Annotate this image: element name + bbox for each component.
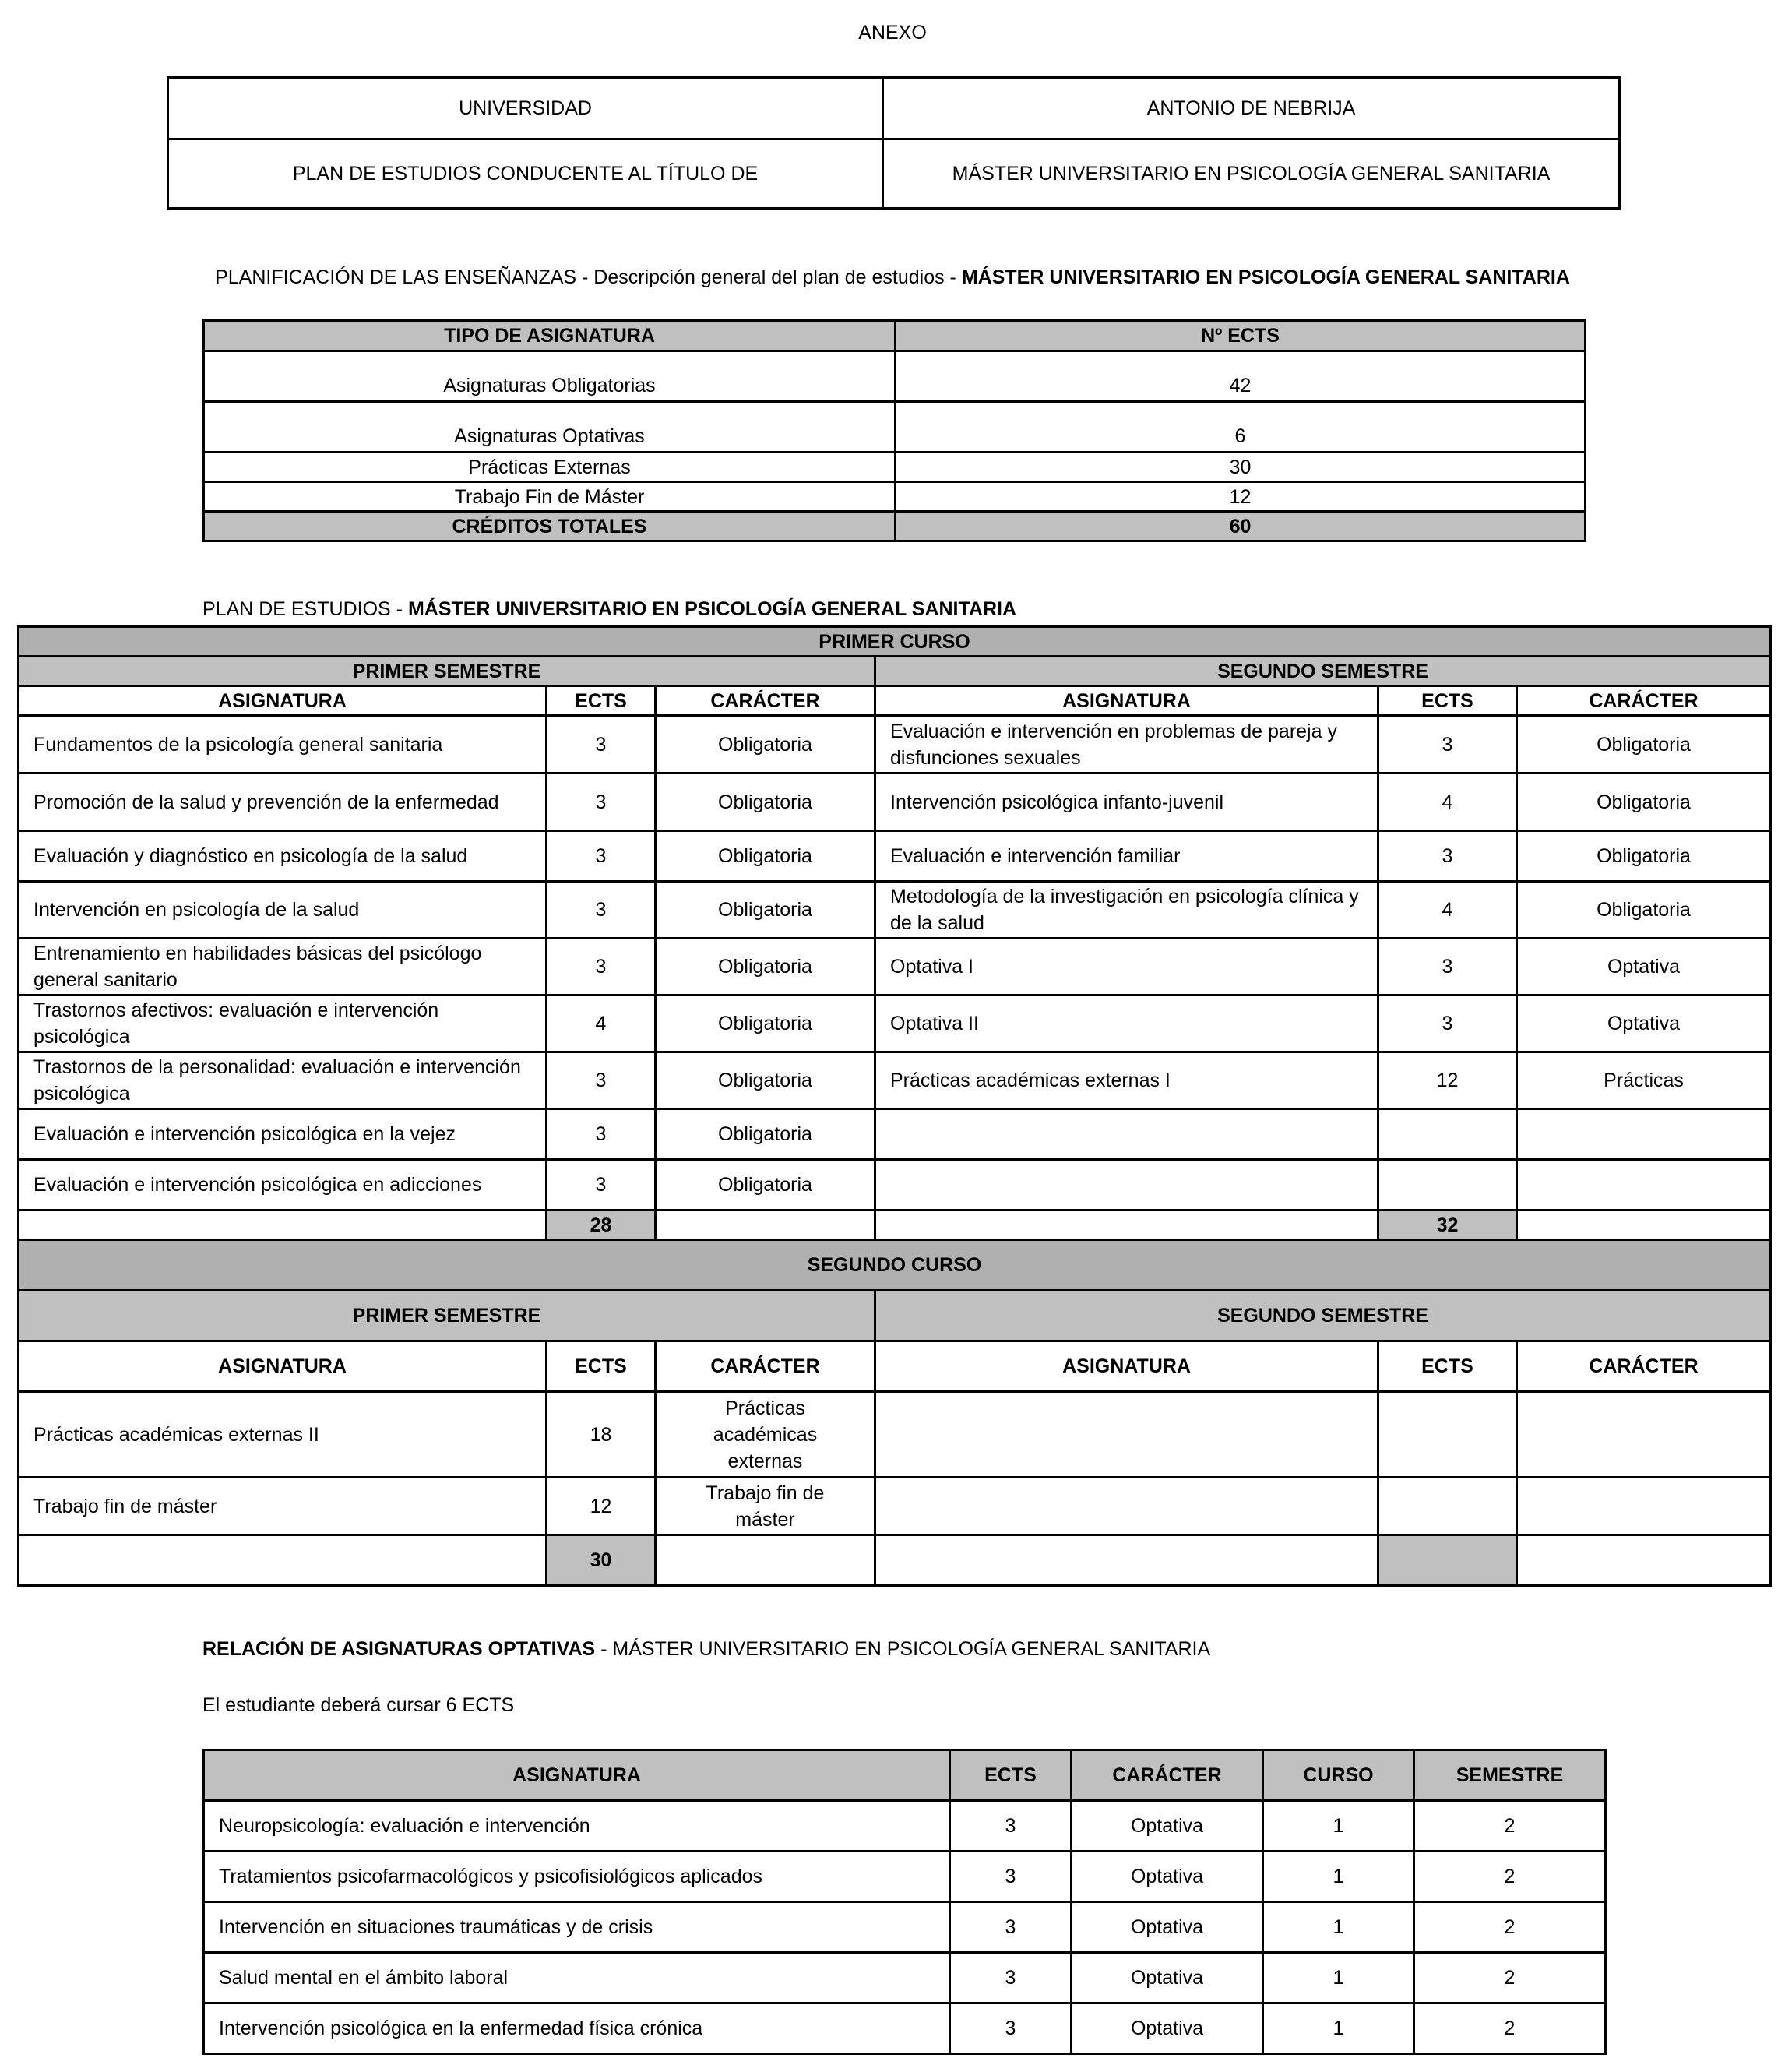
subject-cell: Trastornos afectivos: evaluación e intervención psicológica (19, 995, 547, 1052)
elective-character: Optativa (1072, 1801, 1263, 1852)
electives-title (202, 1638, 1210, 1661)
character-cell: Obligatoria (656, 831, 875, 882)
empty-cell (1517, 1478, 1771, 1535)
electives-note: El estudiante deberá cursar 6 ECTS (202, 1694, 515, 1716)
subject-cell (875, 1160, 1378, 1210)
col-ects: ECTS (1378, 1341, 1517, 1392)
elective-year: 1 (1263, 1953, 1414, 2003)
table-row (19, 831, 1771, 882)
character-cell: Obligatoria (1517, 716, 1771, 773)
col-subject: ASIGNATURA (19, 686, 547, 716)
subject-cell: Intervención en psicología de la salud (19, 882, 547, 939)
table-row (204, 1852, 1606, 1902)
university-value: ANTONIO DE NEBRIJA (883, 78, 1620, 139)
electives-col-ects: ECTS (950, 1750, 1072, 1801)
subject-cell: Evaluación e intervención psicológica en la vejez (19, 1109, 547, 1160)
ects-cell: 3 (547, 939, 656, 995)
ects-cell: 18 (547, 1392, 656, 1478)
planning-ects: 30 (896, 453, 1586, 482)
first-year-sem2-label: SEGUNDO SEMESTRE (875, 657, 1771, 686)
electives-col-year: CURSO (1263, 1750, 1414, 1801)
character-cell: Obligatoria (656, 1052, 875, 1109)
subject-cell: Evaluación e intervención psicológica en adicciones (19, 1160, 547, 1210)
table-row (19, 1392, 1771, 1478)
col-subject: ASIGNATURA (875, 686, 1378, 716)
character-cell: Obligatoria (656, 1160, 875, 1210)
empty-cell (1517, 1210, 1771, 1240)
empty-cell (875, 1392, 1378, 1478)
empty-cell (656, 1535, 875, 1586)
table-row (19, 995, 1771, 1052)
col-character: CARÁCTER (656, 686, 875, 716)
elective-semester: 2 (1414, 1852, 1606, 1902)
subject-cell: Metodología de la investigación en psicología clínica y de la salud (875, 882, 1378, 939)
table-row (204, 1801, 1606, 1852)
subject-cell: Evaluación e intervención en problemas de pareja y disfunciones sexuales (875, 716, 1378, 773)
subject-cell: Optativa I (875, 939, 1378, 995)
subject-cell: Entrenamiento en habilidades básicas del psicólogo general sanitario (19, 939, 547, 995)
empty-cell (19, 1535, 547, 1586)
plan-value: MÁSTER UNIVERSITARIO EN PSICOLOGÍA GENERAL SANITARIA (883, 139, 1620, 209)
second-year-label: SEGUNDO CURSO (19, 1240, 1771, 1291)
ects-cell: 3 (547, 716, 656, 773)
plan-table (17, 625, 1772, 1587)
ects-cell: 12 (547, 1478, 656, 1535)
elective-year: 1 (1263, 2003, 1414, 2054)
empty-cell (875, 1535, 1378, 1586)
elective-year: 1 (1263, 1801, 1414, 1852)
table-row (19, 882, 1771, 939)
ects-cell: 3 (547, 1160, 656, 1210)
col-subject: ASIGNATURA (875, 1341, 1378, 1392)
electives-table (202, 1749, 1607, 2055)
elective-subject: Salud mental en el ámbito laboral (204, 1953, 950, 2003)
second-year-sem2-label: SEGUNDO SEMESTRE (875, 1291, 1771, 1341)
empty-cell (1378, 1478, 1517, 1535)
ects-cell: 3 (547, 1109, 656, 1160)
character-cell (1517, 1109, 1771, 1160)
second-year-total-s1: 30 (547, 1535, 656, 1586)
ects-cell: 4 (1378, 773, 1517, 831)
character-cell: Obligatoria (1517, 831, 1771, 882)
table-row (19, 1160, 1771, 1210)
elective-ects: 3 (950, 1902, 1072, 1953)
character-cell: Obligatoria (656, 773, 875, 831)
planning-type: Trabajo Fin de Máster (204, 482, 896, 512)
ects-cell (1378, 1109, 1517, 1160)
first-year-total-s2: 32 (1378, 1210, 1517, 1240)
planning-col-type: TIPO DE ASIGNATURA (204, 321, 896, 351)
character-cell: Prácticas académicas externas (656, 1392, 875, 1478)
subject-cell: Promoción de la salud y prevención de la enfermedad (19, 773, 547, 831)
subject-cell: Fundamentos de la psicología general sanitaria (19, 716, 547, 773)
first-year-sem1-label: PRIMER SEMESTRE (19, 657, 875, 686)
planning-type: Prácticas Externas (204, 453, 896, 482)
first-year-total-s1: 28 (547, 1210, 656, 1240)
first-year-totals-row (19, 1210, 1771, 1240)
col-character: CARÁCTER (1517, 686, 1771, 716)
planning-ects: 12 (896, 482, 1586, 512)
character-cell: Obligatoria (1517, 773, 1771, 831)
table-row (19, 939, 1771, 995)
subject-cell: Trabajo fin de máster (19, 1478, 547, 1535)
character-cell: Prácticas (1517, 1052, 1771, 1109)
col-ects: ECTS (1378, 686, 1517, 716)
elective-ects: 3 (950, 1801, 1072, 1852)
empty-cell (1378, 1392, 1517, 1478)
character-cell: Obligatoria (656, 939, 875, 995)
electives-col-character: CARÁCTER (1072, 1750, 1263, 1801)
elective-character: Optativa (1072, 1902, 1263, 1953)
elective-semester: 2 (1414, 1953, 1606, 2003)
planning-title-bold: MÁSTER UNIVERSITARIO EN PSICOLOGÍA GENERAL SANITARIA (961, 266, 1570, 288)
table-row (19, 716, 1771, 773)
elective-subject: Intervención en situaciones traumáticas y de crisis (204, 1902, 950, 1953)
plan-label: PLAN DE ESTUDIOS CONDUCENTE AL TÍTULO DE (168, 139, 883, 209)
table-row (19, 773, 1771, 831)
subject-cell: Trastornos de la personalidad: evaluación e intervención psicológica (19, 1052, 547, 1109)
elective-character: Optativa (1072, 2003, 1263, 2054)
ects-cell: 3 (1378, 716, 1517, 773)
planning-ects: 6 (896, 402, 1586, 453)
subject-cell: Evaluación y diagnóstico en psicología de la salud (19, 831, 547, 882)
ects-cell: 3 (547, 773, 656, 831)
planning-total-value: 60 (896, 512, 1586, 541)
subject-cell: Intervención psicológica infanto-juvenil (875, 773, 1378, 831)
col-character: CARÁCTER (1517, 1341, 1771, 1392)
character-cell: Optativa (1517, 995, 1771, 1052)
second-year-sem1-label: PRIMER SEMESTRE (19, 1291, 875, 1341)
empty-cell (1517, 1392, 1771, 1478)
planning-title-prefix: PLANIFICACIÓN DE LAS ENSEÑANZAS - Descripción general del plan de estudios - (215, 266, 962, 288)
empty-cell (875, 1478, 1378, 1535)
empty-cell (19, 1210, 547, 1240)
plan-title-prefix: PLAN DE ESTUDIOS - (202, 598, 408, 620)
ects-cell: 3 (1378, 831, 1517, 882)
planning-total-label: CRÉDITOS TOTALES (204, 512, 896, 541)
ects-cell: 4 (1378, 882, 1517, 939)
table-row (19, 1478, 1771, 1535)
electives-col-subject: ASIGNATURA (204, 1750, 950, 1801)
ects-cell: 3 (1378, 939, 1517, 995)
elective-year: 1 (1263, 1852, 1414, 1902)
annex-title: ANEXO (858, 22, 927, 44)
character-cell: Trabajo fin de máster (656, 1478, 875, 1535)
subject-cell: Optativa II (875, 995, 1378, 1052)
subject-cell: Evaluación e intervención familiar (875, 831, 1378, 882)
planning-col-ects: Nº ECTS (896, 321, 1586, 351)
elective-ects: 3 (950, 2003, 1072, 2054)
col-subject: ASIGNATURA (19, 1341, 547, 1392)
planning-ects: 42 (896, 351, 1586, 402)
university-label: UNIVERSIDAD (168, 78, 883, 139)
planning-title (0, 266, 1785, 289)
electives-col-semester: SEMESTRE (1414, 1750, 1606, 1801)
col-ects: ECTS (547, 686, 656, 716)
table-row (204, 1953, 1606, 2003)
plan-title (202, 598, 1016, 621)
second-year-totals-row (19, 1535, 1771, 1586)
header-table (167, 76, 1621, 210)
electives-title-bold: RELACIÓN DE ASIGNATURAS OPTATIVAS (202, 1638, 596, 1660)
character-cell: Obligatoria (656, 1109, 875, 1160)
elective-subject: Tratamientos psicofarmacológicos y psicofisiológicos aplicados (204, 1852, 950, 1902)
elective-semester: 2 (1414, 1801, 1606, 1852)
ects-cell: 3 (1378, 995, 1517, 1052)
character-cell (1517, 1160, 1771, 1210)
empty-shaded-cell (1378, 1535, 1517, 1586)
subject-cell (875, 1109, 1378, 1160)
elective-subject: Intervención psicológica en la enfermedad física crónica (204, 2003, 950, 2054)
character-cell: Optativa (1517, 939, 1771, 995)
elective-subject: Neuropsicología: evaluación e intervención (204, 1801, 950, 1852)
empty-cell (656, 1210, 875, 1240)
empty-cell (875, 1210, 1378, 1240)
table-row (204, 2003, 1606, 2054)
plan-title-bold: MÁSTER UNIVERSITARIO EN PSICOLOGÍA GENERAL SANITARIA (407, 598, 1017, 620)
table-row (19, 1109, 1771, 1160)
elective-character: Optativa (1072, 1852, 1263, 1902)
character-cell: Obligatoria (656, 995, 875, 1052)
empty-cell (1517, 1535, 1771, 1586)
table-row (204, 1902, 1606, 1953)
planning-type: Asignaturas Optativas (204, 402, 896, 453)
elective-ects: 3 (950, 1953, 1072, 2003)
table-row (19, 1052, 1771, 1109)
character-cell: Obligatoria (1517, 882, 1771, 939)
planning-type: Asignaturas Obligatorias (204, 351, 896, 402)
ects-cell: 3 (547, 1052, 656, 1109)
subject-cell: Prácticas académicas externas II (19, 1392, 547, 1478)
elective-character: Optativa (1072, 1953, 1263, 2003)
planning-table (202, 319, 1586, 542)
subject-cell: Prácticas académicas externas I (875, 1052, 1378, 1109)
elective-semester: 2 (1414, 2003, 1606, 2054)
ects-cell: 12 (1378, 1052, 1517, 1109)
ects-cell: 3 (547, 882, 656, 939)
ects-cell: 4 (547, 995, 656, 1052)
col-character: CARÁCTER (656, 1341, 875, 1392)
character-cell: Obligatoria (656, 882, 875, 939)
elective-ects: 3 (950, 1852, 1072, 1902)
first-year-label: PRIMER CURSO (19, 627, 1771, 657)
electives-title-rest: - MÁSTER UNIVERSITARIO EN PSICOLOGÍA GENERAL SANITARIA (595, 1638, 1211, 1660)
character-cell: Obligatoria (656, 716, 875, 773)
ects-cell: 3 (547, 831, 656, 882)
elective-semester: 2 (1414, 1902, 1606, 1953)
ects-cell (1378, 1160, 1517, 1210)
elective-year: 1 (1263, 1902, 1414, 1953)
col-ects: ECTS (547, 1341, 656, 1392)
